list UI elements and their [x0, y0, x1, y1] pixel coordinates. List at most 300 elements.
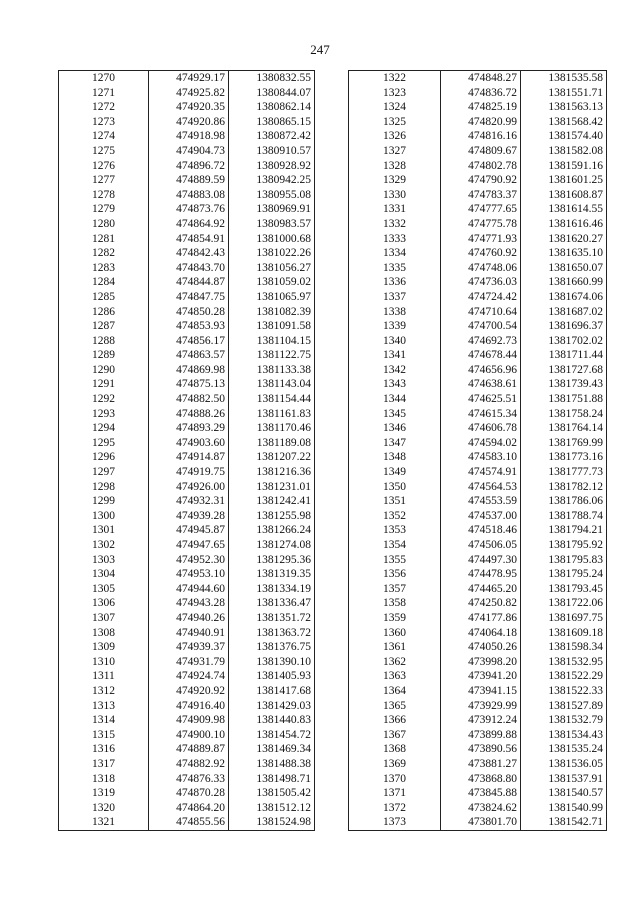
- table-row: [59, 757, 315, 772]
- table-row: [349, 801, 607, 816]
- table-row: [349, 465, 607, 480]
- table-row: [59, 377, 315, 392]
- table-row: [59, 669, 315, 684]
- y-coordinate-cell: 1381711.44: [521, 348, 607, 363]
- y-coordinate-cell: 1381336.47: [229, 596, 315, 611]
- point-number-cell: 1360: [349, 626, 441, 641]
- table-row: [59, 275, 315, 290]
- x-coordinate-cell: 474700.54: [441, 319, 521, 334]
- x-coordinate-cell: 474919.75: [149, 465, 229, 480]
- y-coordinate-cell: 1381795.92: [521, 538, 607, 553]
- point-number-cell: 1286: [59, 305, 149, 320]
- y-coordinate-cell: 1381522.33: [521, 684, 607, 699]
- point-number-cell: 1318: [59, 772, 149, 787]
- point-number-cell: 1326: [349, 129, 441, 144]
- x-coordinate-cell: 473899.88: [441, 728, 521, 743]
- table-row: [59, 655, 315, 670]
- y-coordinate-cell: 1381620.27: [521, 232, 607, 247]
- table-row: [349, 319, 607, 334]
- point-number-cell: 1283: [59, 261, 149, 276]
- point-number-cell: 1308: [59, 626, 149, 641]
- table-row: [59, 553, 315, 568]
- table-row: [59, 290, 315, 305]
- point-number-cell: 1334: [349, 246, 441, 261]
- table-row: [59, 772, 315, 787]
- point-number-cell: 1317: [59, 757, 149, 772]
- y-coordinate-cell: 1381295.36: [229, 553, 315, 568]
- y-coordinate-cell: 1381660.99: [521, 275, 607, 290]
- y-coordinate-cell: 1381498.71: [229, 772, 315, 787]
- point-number-cell: 1279: [59, 202, 149, 217]
- y-coordinate-cell: 1381319.35: [229, 567, 315, 582]
- point-number-cell: 1271: [59, 86, 149, 101]
- y-coordinate-cell: 1380865.15: [229, 115, 315, 130]
- x-coordinate-cell: 474947.65: [149, 538, 229, 553]
- y-coordinate-cell: 1381082.39: [229, 305, 315, 320]
- table-row: [349, 421, 607, 436]
- y-coordinate-cell: 1381512.12: [229, 801, 315, 816]
- point-number-cell: 1290: [59, 363, 149, 378]
- x-coordinate-cell: 474932.31: [149, 494, 229, 509]
- y-coordinate-cell: 1380844.07: [229, 86, 315, 101]
- x-coordinate-cell: 474847.75: [149, 290, 229, 305]
- x-coordinate-cell: 474853.93: [149, 319, 229, 334]
- x-coordinate-cell: 474771.93: [441, 232, 521, 247]
- point-number-cell: 1321: [59, 815, 149, 830]
- y-coordinate-cell: 1381056.27: [229, 261, 315, 276]
- x-coordinate-cell: 474775.78: [441, 217, 521, 232]
- x-coordinate-cell: 474518.46: [441, 523, 521, 538]
- table-row: [349, 246, 607, 261]
- y-coordinate-cell: 1381255.98: [229, 509, 315, 524]
- table-row: [349, 626, 607, 641]
- x-coordinate-cell: 474177.86: [441, 611, 521, 626]
- table-row: [59, 421, 315, 436]
- point-number-cell: 1331: [349, 202, 441, 217]
- x-coordinate-cell: 474710.64: [441, 305, 521, 320]
- table-row: [59, 582, 315, 597]
- point-number-cell: 1337: [349, 290, 441, 305]
- coordinates-table-right: [348, 70, 607, 831]
- point-number-cell: 1319: [59, 786, 149, 801]
- y-coordinate-cell: 1381727.68: [521, 363, 607, 378]
- point-number-cell: 1302: [59, 538, 149, 553]
- x-coordinate-cell: 474850.28: [149, 305, 229, 320]
- x-coordinate-cell: 474050.26: [441, 640, 521, 655]
- point-number-cell: 1313: [59, 699, 149, 714]
- point-number-cell: 1341: [349, 348, 441, 363]
- point-number-cell: 1361: [349, 640, 441, 655]
- table-row: [59, 494, 315, 509]
- y-coordinate-cell: 1381207.22: [229, 450, 315, 465]
- x-coordinate-cell: 474953.10: [149, 567, 229, 582]
- x-coordinate-cell: 474638.61: [441, 377, 521, 392]
- point-number-cell: 1281: [59, 232, 149, 247]
- y-coordinate-cell: 1381697.75: [521, 611, 607, 626]
- x-coordinate-cell: 474656.96: [441, 363, 521, 378]
- point-number-cell: 1323: [349, 86, 441, 101]
- x-coordinate-cell: 473912.24: [441, 713, 521, 728]
- y-coordinate-cell: 1381376.75: [229, 640, 315, 655]
- point-number-cell: 1314: [59, 713, 149, 728]
- y-coordinate-cell: 1380910.57: [229, 144, 315, 159]
- point-number-cell: 1275: [59, 144, 149, 159]
- y-coordinate-cell: 1380983.57: [229, 217, 315, 232]
- y-coordinate-cell: 1381739.43: [521, 377, 607, 392]
- table-row: [59, 232, 315, 247]
- table-row: [59, 801, 315, 816]
- x-coordinate-cell: 473890.56: [441, 742, 521, 757]
- y-coordinate-cell: 1381795.83: [521, 553, 607, 568]
- y-coordinate-cell: 1381574.40: [521, 129, 607, 144]
- point-number-cell: 1294: [59, 421, 149, 436]
- y-coordinate-cell: 1381532.95: [521, 655, 607, 670]
- table-row: [349, 173, 607, 188]
- table-row: [349, 407, 607, 422]
- point-number-cell: 1372: [349, 801, 441, 816]
- x-coordinate-cell: 474809.67: [441, 144, 521, 159]
- y-coordinate-cell: 1381773.16: [521, 450, 607, 465]
- point-number-cell: 1346: [349, 421, 441, 436]
- x-coordinate-cell: 473929.99: [441, 699, 521, 714]
- x-coordinate-cell: 474876.33: [149, 772, 229, 787]
- x-coordinate-cell: 474843.70: [149, 261, 229, 276]
- point-number-cell: 1370: [349, 772, 441, 787]
- point-number-cell: 1273: [59, 115, 149, 130]
- table-row: [59, 246, 315, 261]
- x-coordinate-cell: 474903.60: [149, 436, 229, 451]
- y-coordinate-cell: 1381782.12: [521, 480, 607, 495]
- x-coordinate-cell: 474909.98: [149, 713, 229, 728]
- x-coordinate-cell: 474916.40: [149, 699, 229, 714]
- x-coordinate-cell: 474889.59: [149, 173, 229, 188]
- y-coordinate-cell: 1381133.38: [229, 363, 315, 378]
- x-coordinate-cell: 473941.20: [441, 669, 521, 684]
- point-number-cell: 1301: [59, 523, 149, 538]
- table-row: [349, 188, 607, 203]
- y-coordinate-cell: 1381231.01: [229, 480, 315, 495]
- x-coordinate-cell: 474836.72: [441, 86, 521, 101]
- table-row: [59, 596, 315, 611]
- point-number-cell: 1355: [349, 553, 441, 568]
- y-coordinate-cell: 1381154.44: [229, 392, 315, 407]
- x-coordinate-cell: 474883.08: [149, 188, 229, 203]
- y-coordinate-cell: 1381536.05: [521, 757, 607, 772]
- table-row: [349, 684, 607, 699]
- table-row: [59, 538, 315, 553]
- table-row: [59, 480, 315, 495]
- x-coordinate-cell: 474869.98: [149, 363, 229, 378]
- y-coordinate-cell: 1381635.10: [521, 246, 607, 261]
- table-row: [349, 334, 607, 349]
- table-row: [59, 567, 315, 582]
- point-number-cell: 1297: [59, 465, 149, 480]
- table-row: [59, 523, 315, 538]
- x-coordinate-cell: 474777.65: [441, 202, 521, 217]
- x-coordinate-cell: 474939.28: [149, 509, 229, 524]
- point-number-cell: 1276: [59, 159, 149, 174]
- y-coordinate-cell: 1381266.24: [229, 523, 315, 538]
- point-number-cell: 1367: [349, 728, 441, 743]
- y-coordinate-cell: 1381608.87: [521, 188, 607, 203]
- x-coordinate-cell: 474863.57: [149, 348, 229, 363]
- point-number-cell: 1364: [349, 684, 441, 699]
- y-coordinate-cell: 1381122.75: [229, 348, 315, 363]
- x-coordinate-cell: 474940.26: [149, 611, 229, 626]
- x-coordinate-cell: 473845.88: [441, 786, 521, 801]
- table-row: [59, 465, 315, 480]
- x-coordinate-cell: 474678.44: [441, 348, 521, 363]
- x-coordinate-cell: 474844.87: [149, 275, 229, 290]
- point-number-cell: 1339: [349, 319, 441, 334]
- y-coordinate-cell: 1381540.99: [521, 801, 607, 816]
- x-coordinate-cell: 474760.92: [441, 246, 521, 261]
- point-number-cell: 1352: [349, 509, 441, 524]
- y-coordinate-cell: 1381582.08: [521, 144, 607, 159]
- table-row: [349, 129, 607, 144]
- table-row: [349, 480, 607, 495]
- point-number-cell: 1298: [59, 480, 149, 495]
- table-row: [349, 232, 607, 247]
- y-coordinate-cell: 1381059.02: [229, 275, 315, 290]
- y-coordinate-cell: 1380955.08: [229, 188, 315, 203]
- y-coordinate-cell: 1381563.13: [521, 100, 607, 115]
- table-row: [349, 611, 607, 626]
- point-number-cell: 1343: [349, 377, 441, 392]
- y-coordinate-cell: 1381674.06: [521, 290, 607, 305]
- point-number-cell: 1342: [349, 363, 441, 378]
- y-coordinate-cell: 1381795.24: [521, 567, 607, 582]
- table-row: [59, 129, 315, 144]
- table-row: [59, 786, 315, 801]
- table-row: [59, 100, 315, 115]
- point-number-cell: 1305: [59, 582, 149, 597]
- x-coordinate-cell: 474692.73: [441, 334, 521, 349]
- point-number-cell: 1366: [349, 713, 441, 728]
- y-coordinate-cell: 1380942.25: [229, 173, 315, 188]
- y-coordinate-cell: 1381764.14: [521, 421, 607, 436]
- point-number-cell: 1327: [349, 144, 441, 159]
- table-row: [59, 450, 315, 465]
- point-number-cell: 1285: [59, 290, 149, 305]
- point-number-cell: 1311: [59, 669, 149, 684]
- x-coordinate-cell: 474889.87: [149, 742, 229, 757]
- table-row: [59, 217, 315, 232]
- table-row: [59, 626, 315, 641]
- table-row: [59, 144, 315, 159]
- table-row: [59, 188, 315, 203]
- table-row: [59, 261, 315, 276]
- x-coordinate-cell: 474873.76: [149, 202, 229, 217]
- x-coordinate-cell: 474842.43: [149, 246, 229, 261]
- point-number-cell: 1292: [59, 392, 149, 407]
- y-coordinate-cell: 1381535.24: [521, 742, 607, 757]
- point-number-cell: 1348: [349, 450, 441, 465]
- y-coordinate-cell: 1381769.99: [521, 436, 607, 451]
- point-number-cell: 1315: [59, 728, 149, 743]
- point-number-cell: 1333: [349, 232, 441, 247]
- x-coordinate-cell: 474952.30: [149, 553, 229, 568]
- table-row: [59, 392, 315, 407]
- x-coordinate-cell: 474802.78: [441, 159, 521, 174]
- y-coordinate-cell: 1381189.08: [229, 436, 315, 451]
- y-coordinate-cell: 1381527.89: [521, 699, 607, 714]
- point-number-cell: 1316: [59, 742, 149, 757]
- point-number-cell: 1332: [349, 217, 441, 232]
- point-number-cell: 1300: [59, 509, 149, 524]
- x-coordinate-cell: 473881.27: [441, 757, 521, 772]
- y-coordinate-cell: 1381022.26: [229, 246, 315, 261]
- x-coordinate-cell: 474914.87: [149, 450, 229, 465]
- table-row: [349, 392, 607, 407]
- y-coordinate-cell: 1381722.06: [521, 596, 607, 611]
- table-row: [349, 275, 607, 290]
- point-number-cell: 1299: [59, 494, 149, 509]
- point-number-cell: 1304: [59, 567, 149, 582]
- point-number-cell: 1325: [349, 115, 441, 130]
- point-number-cell: 1365: [349, 699, 441, 714]
- point-number-cell: 1362: [349, 655, 441, 670]
- point-number-cell: 1349: [349, 465, 441, 480]
- x-coordinate-cell: 474465.20: [441, 582, 521, 597]
- x-coordinate-cell: 474825.19: [441, 100, 521, 115]
- x-coordinate-cell: 474944.60: [149, 582, 229, 597]
- y-coordinate-cell: 1381363.72: [229, 626, 315, 641]
- table-row: [59, 363, 315, 378]
- point-number-cell: 1354: [349, 538, 441, 553]
- point-number-cell: 1358: [349, 596, 441, 611]
- point-number-cell: 1322: [349, 71, 441, 86]
- point-number-cell: 1291: [59, 377, 149, 392]
- coordinates-table-left: [58, 70, 315, 831]
- table-row: [349, 728, 607, 743]
- table-row: [349, 713, 607, 728]
- x-coordinate-cell: 474888.26: [149, 407, 229, 422]
- x-coordinate-cell: 474939.37: [149, 640, 229, 655]
- x-coordinate-cell: 474574.91: [441, 465, 521, 480]
- y-coordinate-cell: 1381334.19: [229, 582, 315, 597]
- y-coordinate-cell: 1381687.02: [521, 305, 607, 320]
- x-coordinate-cell: 474854.91: [149, 232, 229, 247]
- x-coordinate-cell: 474564.53: [441, 480, 521, 495]
- point-number-cell: 1310: [59, 655, 149, 670]
- point-number-cell: 1357: [349, 582, 441, 597]
- x-coordinate-cell: 474929.17: [149, 71, 229, 86]
- x-coordinate-cell: 474250.82: [441, 596, 521, 611]
- y-coordinate-cell: 1381794.21: [521, 523, 607, 538]
- y-coordinate-cell: 1381758.24: [521, 407, 607, 422]
- x-coordinate-cell: 474816.16: [441, 129, 521, 144]
- table-row: [349, 815, 607, 830]
- y-coordinate-cell: 1381390.10: [229, 655, 315, 670]
- point-number-cell: 1278: [59, 188, 149, 203]
- table-row: [59, 202, 315, 217]
- x-coordinate-cell: 474882.92: [149, 757, 229, 772]
- point-number-cell: 1347: [349, 436, 441, 451]
- point-number-cell: 1338: [349, 305, 441, 320]
- point-number-cell: 1277: [59, 173, 149, 188]
- x-coordinate-cell: 474943.28: [149, 596, 229, 611]
- y-coordinate-cell: 1381650.07: [521, 261, 607, 276]
- y-coordinate-cell: 1381216.36: [229, 465, 315, 480]
- table-row: [349, 582, 607, 597]
- x-coordinate-cell: 474940.91: [149, 626, 229, 641]
- x-coordinate-cell: 474855.56: [149, 815, 229, 830]
- table-row: [349, 290, 607, 305]
- table-row: [59, 509, 315, 524]
- y-coordinate-cell: 1381522.29: [521, 669, 607, 684]
- x-coordinate-cell: 474945.87: [149, 523, 229, 538]
- point-number-cell: 1289: [59, 348, 149, 363]
- point-number-cell: 1356: [349, 567, 441, 582]
- x-coordinate-cell: 474918.98: [149, 129, 229, 144]
- table-row: [59, 348, 315, 363]
- y-coordinate-cell: 1380969.91: [229, 202, 315, 217]
- table-row: [59, 742, 315, 757]
- y-coordinate-cell: 1380928.92: [229, 159, 315, 174]
- table-row: [349, 742, 607, 757]
- y-coordinate-cell: 1381696.37: [521, 319, 607, 334]
- point-number-cell: 1270: [59, 71, 149, 86]
- y-coordinate-cell: 1381601.25: [521, 173, 607, 188]
- point-number-cell: 1373: [349, 815, 441, 830]
- x-coordinate-cell: 474920.35: [149, 100, 229, 115]
- x-coordinate-cell: 474925.82: [149, 86, 229, 101]
- x-coordinate-cell: 474790.92: [441, 173, 521, 188]
- y-coordinate-cell: 1381542.71: [521, 815, 607, 830]
- point-number-cell: 1359: [349, 611, 441, 626]
- table-row: [59, 699, 315, 714]
- point-number-cell: 1336: [349, 275, 441, 290]
- point-number-cell: 1369: [349, 757, 441, 772]
- point-number-cell: 1345: [349, 407, 441, 422]
- y-coordinate-cell: 1381429.03: [229, 699, 315, 714]
- y-coordinate-cell: 1381616.46: [521, 217, 607, 232]
- table-row: [349, 115, 607, 130]
- table-row: [349, 436, 607, 451]
- table-row: [59, 684, 315, 699]
- x-coordinate-cell: 474896.72: [149, 159, 229, 174]
- x-coordinate-cell: 474924.74: [149, 669, 229, 684]
- y-coordinate-cell: 1381540.57: [521, 786, 607, 801]
- x-coordinate-cell: 473998.20: [441, 655, 521, 670]
- y-coordinate-cell: 1381524.98: [229, 815, 315, 830]
- point-number-cell: 1335: [349, 261, 441, 276]
- y-coordinate-cell: 1381242.41: [229, 494, 315, 509]
- point-number-cell: 1280: [59, 217, 149, 232]
- point-number-cell: 1296: [59, 450, 149, 465]
- x-coordinate-cell: 473801.70: [441, 815, 521, 830]
- table-row: [349, 100, 607, 115]
- point-number-cell: 1330: [349, 188, 441, 203]
- x-coordinate-cell: 474870.28: [149, 786, 229, 801]
- y-coordinate-cell: 1381351.72: [229, 611, 315, 626]
- y-coordinate-cell: 1381505.42: [229, 786, 315, 801]
- page-number: 247: [310, 42, 330, 57]
- table-row: [349, 363, 607, 378]
- y-coordinate-cell: 1381454.72: [229, 728, 315, 743]
- table-row: [59, 436, 315, 451]
- x-coordinate-cell: 474926.00: [149, 480, 229, 495]
- y-coordinate-cell: 1381777.73: [521, 465, 607, 480]
- table-row: [59, 713, 315, 728]
- point-number-cell: 1351: [349, 494, 441, 509]
- table-row: [59, 815, 315, 830]
- point-number-cell: 1312: [59, 684, 149, 699]
- table-row: [349, 144, 607, 159]
- point-number-cell: 1329: [349, 173, 441, 188]
- x-coordinate-cell: 474820.99: [441, 115, 521, 130]
